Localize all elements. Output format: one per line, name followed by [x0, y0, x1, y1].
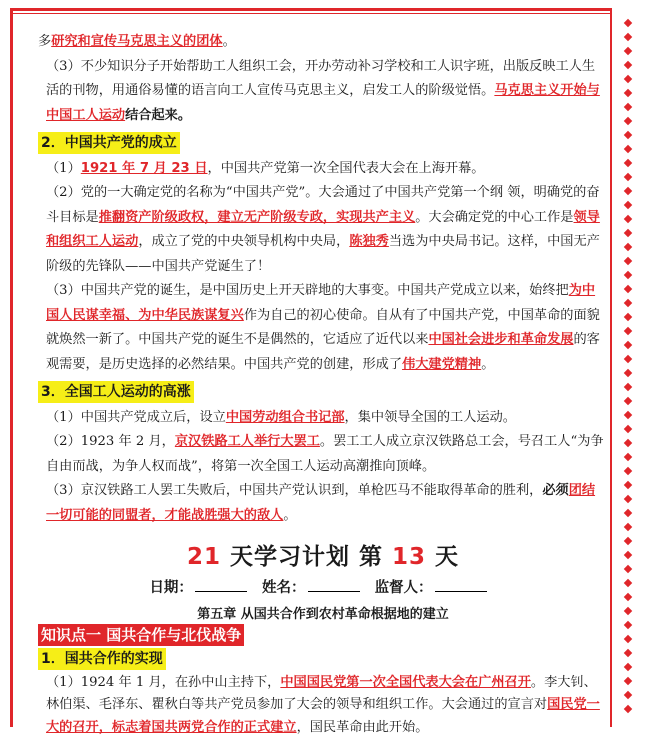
- key-point: 马克思主义开始与中国工人运动: [46, 83, 600, 123]
- plan-title-text: 天: [426, 544, 459, 570]
- sec3-paragraph-2: [38, 430, 606, 479]
- frame-top-border-inner: [10, 13, 612, 14]
- text: ，中国共产党第一次全国代表大会在上海开幕。: [208, 161, 485, 176]
- text: （3）不少知识分子开始帮助工人组织工会，开办劳动补习学校和工人识字班，出版反映工人生活的刊物，用通俗易懂的语言向工人宣传马克思主义，启发工人的阶级觉悟。: [46, 59, 595, 99]
- sec2-paragraph-2: [38, 181, 606, 279]
- text: 的客观需要，是历史选择的必然结果。中国共产党的创建，形成了: [46, 332, 600, 372]
- main-content: [38, 30, 606, 528]
- text: 结合起来。: [125, 108, 191, 123]
- text: （3）中国共产党的诞生，是中国历史上开天辟地的大事变。中国共产党成立以来，始终把: [46, 283, 569, 298]
- date-blank[interactable]: [195, 577, 247, 592]
- text: 。大会确定党的中心工作是: [415, 210, 573, 225]
- paragraph-continued: [38, 30, 606, 55]
- key-point: 伟大建党精神: [402, 357, 481, 372]
- text: 。李大钊、林伯渠、毛泽东、瞿秋白等共产党员参加了大会的领导和组织工作。大会通过的宣言对: [46, 675, 597, 713]
- text: （1）: [46, 161, 81, 176]
- text: 作为自己的初心使命。自从有了中国共产党，中国革命的面貌就焕然一新了。中国共产党的诞生不是偶然的，它适应了近代以来: [46, 308, 600, 348]
- key-point: 中国劳动组合书记部: [226, 410, 345, 425]
- text: 。: [481, 357, 494, 372]
- name-blank[interactable]: [308, 577, 360, 592]
- frame-top-border: [10, 8, 612, 11]
- section-heading-3: 3．全国工人运动的高涨: [38, 381, 194, 403]
- name-label: 姓名：: [262, 580, 306, 596]
- key-point: 国民党一大的召开，标志着国共两党合作的正式建立: [46, 697, 600, 735]
- knowledge-point-title: 知识点一 国共合作与北伐战争: [38, 624, 244, 646]
- kp-section-heading: 1．国共合作的实现: [38, 648, 166, 670]
- text: ，国民革命由此开始。: [297, 720, 429, 735]
- text: 。: [223, 34, 236, 49]
- key-point: 1921 年 7 月 23 日: [81, 161, 208, 176]
- text: （1）中国共产党成立后，设立: [46, 410, 226, 425]
- text: 。罢工工人成立京汉铁路总工会，号召工人“为争自由而战，为争人权而战”，将第一次全国工人运动高潮推向顶峰。: [46, 434, 604, 474]
- sec2-paragraph-1: [38, 157, 606, 182]
- text: （3）京汉铁路工人罢工失败后，中国共产党认识到，单枪匹马不能取得革命的胜利，: [46, 483, 542, 498]
- supervisor-blank[interactable]: [435, 577, 487, 592]
- plan-title-text: 天学习计划 第: [221, 544, 392, 570]
- text: 必须: [542, 483, 568, 498]
- chapter-title: 第五章 从国共合作到农村革命根据地的建立: [0, 603, 646, 622]
- date-label: 日期：: [149, 580, 193, 596]
- text: 多: [38, 34, 51, 49]
- key-point: 团结一切可能的同盟者，才能战胜强大的敌人: [46, 483, 595, 523]
- text: （2）1923 年 2 月，: [46, 434, 175, 449]
- key-point: 为中国人民谋幸福、为中华民族谋复兴: [46, 283, 595, 323]
- knowledge-point-content: [38, 648, 606, 739]
- plan-day-number: 13: [392, 544, 426, 570]
- paragraph-3: [38, 55, 606, 129]
- plan-days-number: 21: [187, 544, 221, 570]
- key-point: 中国社会进步和革命发展: [428, 332, 573, 347]
- study-plan-title: [0, 538, 646, 571]
- text: 。: [283, 508, 296, 523]
- sec3-paragraph-3: [38, 479, 606, 528]
- supervisor-label: 监督人：: [375, 580, 433, 596]
- kp-paragraph-1: [38, 672, 606, 739]
- sec3-paragraph-1: [38, 406, 606, 431]
- section-heading-2: 2．中国共产党的成立: [38, 132, 180, 154]
- sec2-paragraph-3: [38, 279, 606, 377]
- plan-fields: [0, 576, 646, 597]
- text: ，成立了党的中央领导机构中央局，: [138, 234, 349, 249]
- key-point: 研究和宣传马克思主义的团体: [51, 34, 222, 49]
- key-point: 领导和组织工人运动: [46, 210, 600, 250]
- text: （2）党的一大确定党的名称为“中国共产党”。大会通过了中国共产党第一个纲 领，明确党的奋斗目标是: [46, 185, 600, 225]
- key-point: 陈独秀: [349, 234, 389, 249]
- key-point: 推翻资产阶级政权，建立无产阶级专政，实现共产主义: [99, 210, 416, 225]
- key-point: 中国国民党第一次全国代表大会在广州召开: [280, 675, 531, 690]
- text: ，集中领导全国的工人运动。: [345, 410, 516, 425]
- text: 当选为中央局书记。这样，中国无产阶级的先锋队——中国共产党诞生了！: [46, 234, 600, 274]
- text: （1）1924 年 1 月，在孙中山主持下，: [46, 675, 280, 690]
- key-point: 京汉铁路工人举行大罢工: [175, 434, 320, 449]
